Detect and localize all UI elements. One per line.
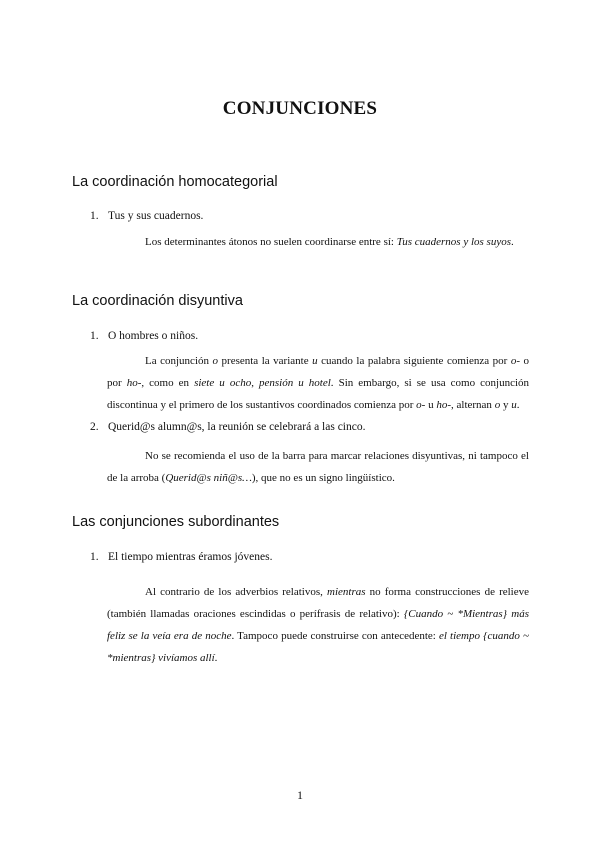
page-number: 1 [297, 788, 303, 802]
example-item [90, 421, 365, 433]
item-number: 1. [90, 210, 99, 222]
example-text: Tus y sus cuadernos. [108, 210, 204, 222]
example-item [90, 210, 203, 222]
example-text: El tiempo mientras éramos jóvenes. [108, 551, 273, 563]
section-heading-disyuntiva: La coordinación disyuntiva [72, 293, 243, 309]
example-item [90, 551, 272, 563]
explanation-paragraph: Al contrario de los adverbios relativos, mientras no forma construcciones de relieve (también llamadas oraciones escindidas o perífrasis de relativo): {Cuando ~ *Mientras} más feliz se la veía era de noche. Tampoco puede construirse con antecedente: el tiempo {cuando ~ *mientras} vivíamos allí. [107, 586, 529, 664]
explanation-paragraph: No se recomienda el uso de la barra para marcar relaciones disyuntivas, ni tampoco el de la arroba (Querid@s niñ@s…), que no es un signo lingüístico. [107, 450, 529, 484]
explanation-paragraph: La conjunción o presenta la variante u cuando la palabra siguiente comienza por o- o por ho-, como en siete u ocho, pensión u hotel. Sin embargo, si se usa como conjunción discontinua y el primero de los sustantivos coordinados comienza por o- u ho-, alternan o y u. [107, 355, 530, 411]
item-number: 2. [90, 421, 99, 433]
page-title: CONJUNCIONES [222, 98, 378, 119]
example-text: O hombres o niños. [108, 330, 199, 342]
example-text: Querid@s alumn@s, la reunión se celebrará a las cinco. [108, 421, 366, 433]
example-item [90, 330, 198, 342]
item-number: 1. [90, 551, 99, 563]
item-number: 1. [90, 330, 99, 342]
section-heading-homocategorial: La coordinación homocategorial [72, 174, 278, 190]
section-heading-subordinantes: Las conjunciones subordinantes [72, 514, 280, 530]
explanation-paragraph: Los determinantes átonos no suelen coordinarse entre sí: Tus cuadernos y los suyos. [145, 236, 514, 248]
